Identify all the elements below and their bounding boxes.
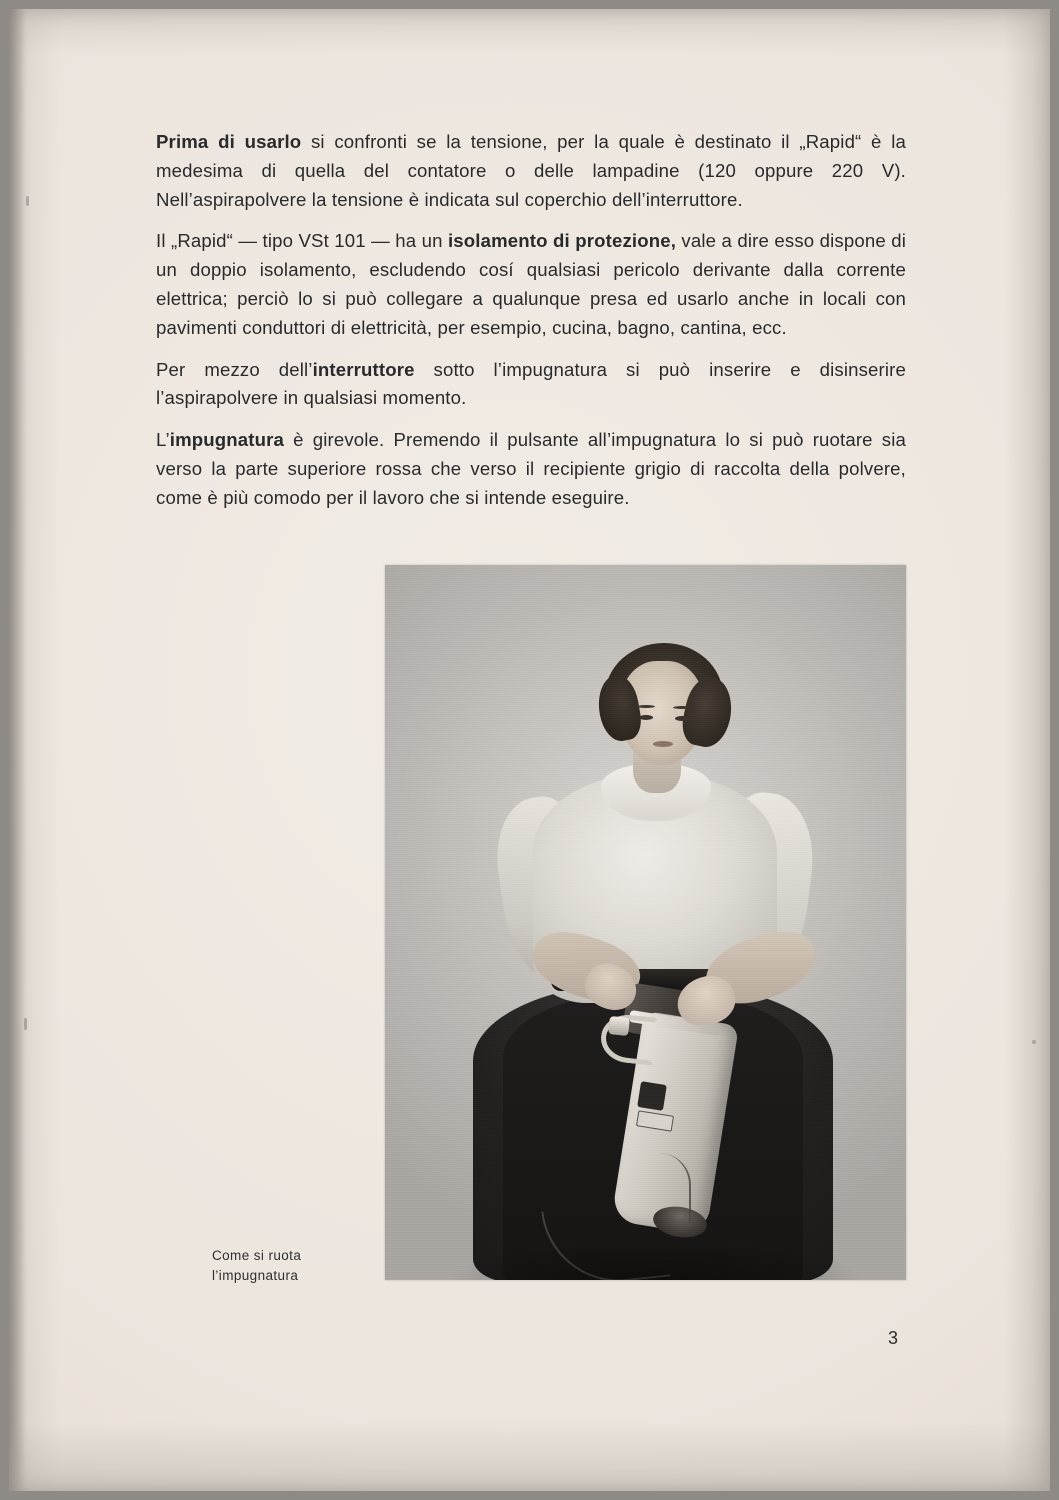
- paragraph-4-part-1: L’: [156, 429, 170, 451]
- figure-photograph: [385, 565, 906, 1280]
- paragraph-4-emphasis: impugnatura: [169, 429, 284, 451]
- figure-caption: [212, 1246, 372, 1286]
- subject-brow-left: [637, 705, 655, 708]
- subject-eye-right: [675, 716, 689, 721]
- body-text: [156, 128, 906, 513]
- paper-speck: [1032, 1040, 1036, 1044]
- figure-caption-line-1: Come si ruota: [212, 1248, 302, 1263]
- subject-eye-left: [639, 715, 653, 720]
- paragraph-1-lead: Prima di usarlo: [156, 131, 302, 152]
- paragraph-3-part-2: sotto l’impugnatura si può inserire e disinserire l’aspirapolvere in qualsiasi momento.: [156, 358, 907, 409]
- paragraph-2: [156, 227, 906, 342]
- vacuum-brand-plate: [637, 1081, 667, 1111]
- paragraph-2-emphasis: isolamento di protezione,: [447, 230, 677, 252]
- paragraph-3: [156, 356, 906, 414]
- paper-speck: [26, 196, 29, 206]
- paragraph-2-part-2: vale a dire esso dispone di un doppio isolamento, escludendo cosí qualsiasi pericolo derivante dalla corrente elettrica; perciò lo si può collegare a qualunque presa ed usarlo anche in locali con pavimenti conduttori di elettricità, per esempio, cucina, bagno, cantina, ecc.: [156, 230, 906, 338]
- page-right-shading: [1004, 9, 1050, 1491]
- subject-brow-right: [673, 706, 691, 709]
- page-number: 3: [888, 1328, 899, 1348]
- subject-mouth: [653, 741, 673, 747]
- paragraph-1: [156, 128, 906, 214]
- vacuum-switch: [608, 1016, 630, 1036]
- paper-speck: [24, 1018, 27, 1030]
- figure-caption-line-2: l’impugnatura: [212, 1268, 299, 1283]
- paragraph-3-part-1: Per mezzo dell’: [156, 358, 313, 380]
- paragraph-3-emphasis: interruttore: [312, 358, 415, 380]
- paragraph-2-part-1: Il „Rapid“ — tipo VSt 101 — ha un: [156, 230, 448, 252]
- page-top-shading: [9, 9, 1050, 55]
- page-bottom-shading: [9, 1421, 1050, 1491]
- page-binding-shadow: [9, 9, 61, 1491]
- page-binding-edge: [9, 9, 25, 1491]
- paragraph-1-body: si confronti se la tensione, per la quale è destinato il „Rapid“ è la medesima di quella del contatore o delle lampadine (120 oppure 220 V). Nell’aspirapolvere la tensione è indicata sul coperchio dell’interruttore.: [156, 131, 906, 210]
- paragraph-4-part-2: è girevole. Premendo il pulsante all’impugnatura lo si può ruotare sia verso la parte superiore rossa che verso il recipiente grigio di raccolta della polvere, come è più comodo per il lavoro che si intende eseguire.: [156, 429, 906, 508]
- paragraph-4: [156, 426, 906, 512]
- photo-floor-shadow: [445, 1240, 865, 1280]
